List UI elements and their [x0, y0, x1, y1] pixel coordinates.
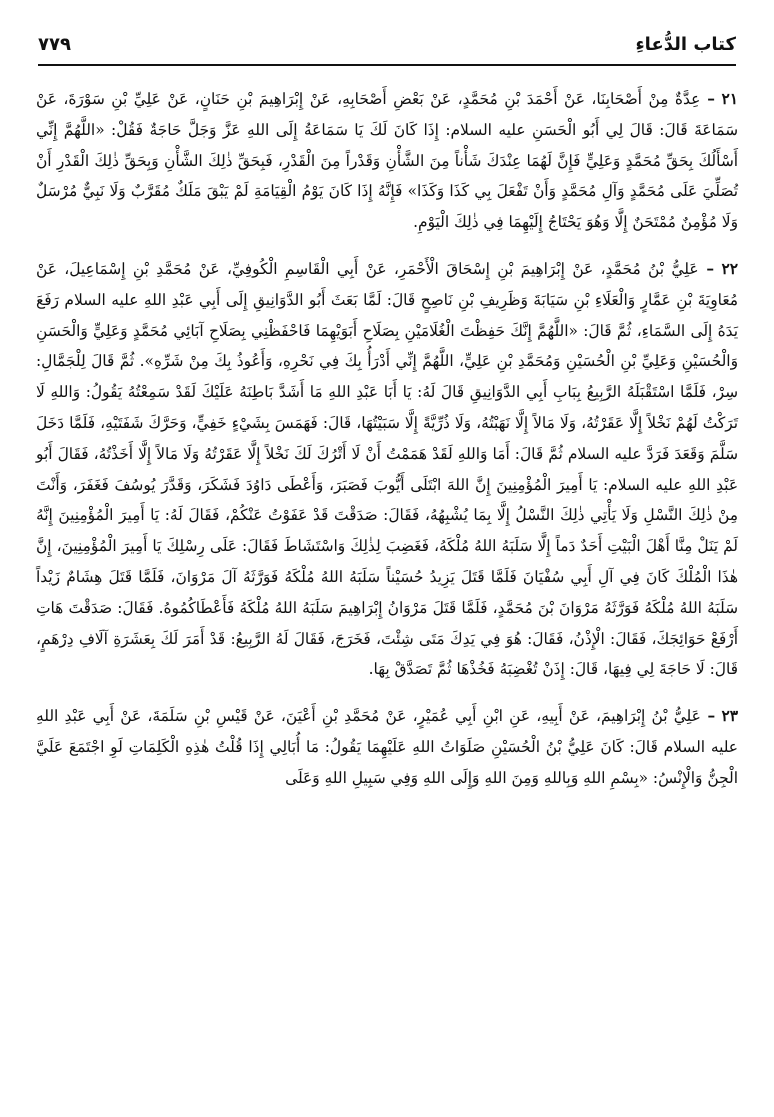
book-title: كتاب الدُّعاءِ [635, 33, 736, 55]
hadith-number: ٢١ [721, 90, 738, 108]
hadith-paragraph-22: ٢٢ – عَلِيُّ بْنُ مُحَمَّدٍ، عَنْ إِبْرَاهِيمَ بْنِ إِسْحَاقَ الْأَحْمَرِ، عَنْ أَبِي الْقَاسِمِ الْكُوفِيِّ، عَنْ مُحَمَّدِ بْنِ إِسْمَاعِيلَ، عَنْ مُعَاوِيَةَ بْنِ عَمَّارٍ وَالْعَلَاءِ بْنِ سَيَابَةَ وَظَرِيفِ بْنِ نَاصِحٍ قَالَ: لَمَّا بَعَثَ أَبُو الدَّوَانِيقِ إِلَى أَبِي عَبْدِ اللهِ عليه السلام رَفَعَ يَدَهُ إِلَى السَّمَاءِ، ثُمَّ قَالَ: «اللَّهُمَّ إِنَّكَ حَفِظْتَ الْغُلَامَيْنِ بِصَلَاحِ أَبَوَيْهِمَا فَاحْفَظْنِي بِصَلَاحِ آبَائِي مُحَمَّدٍ وَعَلِيٍّ وَالْحَسَنِ وَالْحُسَيْنِ وَعَلِيِّ بْنِ الْحُسَيْنِ وَمُحَمَّدِ بْنِ عَلِيٍّ، اللَّهُمَّ إِنِّي أَدْرَأُ بِكَ فِي نَحْرِهِ، وَأَعُوذُ بِكَ مِنْ شَرِّهِ». ثُمَّ قَالَ لِلْجَمَّالِ: سِرْ، فَلَمَّا اسْتَقْبَلَهُ الرَّبِيعُ بِبَابِ أَبِي الدَّوَانِيقِ قَالَ لَهُ: يَا أَبَا عَبْدِ اللهِ مَا أَشَدَّ بَاطِنَهُ عَلَيْكَ لَقَدْ سَمِعْتُهُ يَقُولُ: وَاللهِ لَا تَرَكْتُ لَهُمْ نَخْلاً إِلَّا عَقَرْتُهُ، وَلَا مَالاً إِلَّا نَهَبْتُهُ، وَلَا ذُرِّيَّةً إِلَّا سَبَيْتُهَا، قَالَ: فَهَمَسَ بِشَيْءٍ خَفِيٍّ، وَحَرَّكَ شَفَتَيْهِ، فَلَمَّا دَخَلَ سَلَّمَ وَقَعَدَ فَرَدَّ عليه السلام ثُمَّ قَالَ: أَمَا وَاللهِ لَقَدْ هَمَمْتُ أَنْ لَا أَتْرُكَ لَكَ نَخْلاً إِلَّا عَقَرْتُهُ وَلَا مَالاً إِلَّا أَخَذْتُهُ، فَقَالَ أَبُو عَبْدِ اللهِ عليه السلام: يَا أَمِيرَ الْمُؤْمِنِينَ إِنَّ اللهَ ابْتَلَى أَيُّوبَ فَصَبَرَ، وَأَعْطَى دَاوُدَ فَشَكَرَ، وَقَدَّرَ يُوسُفَ فَغَفَرَ، وَأَنْتَ مِنْ ذٰلِكَ النَّسْلِ وَلَا يَأْتِي ذٰلِكَ النَّسْلُ إِلَّا بِمَا يُشْبِهُهُ، فَقَالَ: صَدَقْتَ قَدْ عَفَوْتُ عَنْكُمْ، فَقَالَ لَهُ: يَا أَمِيرَ الْمُؤْمِنِينَ إِنَّهُ لَمْ يَنَلْ مِنَّا أَهْلَ الْبَيْتِ أَحَدٌ دَماً إِلَّا سَلَبَهُ اللهُ مُلْكَهُ، فَغَضِبَ لِذٰلِكَ وَاسْتَشَاطَ فَقَالَ: عَلَى رِسْلِكَ يَا أَمِيرَ الْمُؤْمِنِينَ، إِنَّ هٰذَا الْمُلْكَ كَانَ فِي آلِ أَبِي سُفْيَانَ فَلَمَّا قَتَلَ يَزِيدُ حُسَيْناً سَلَبَهُ اللهُ مُلْكَهُ فَوَرَّثَهُ آلَ مَرْوَانَ، فَلَمَّا قَتَلَ هِشَامٌ زَيْداً سَلَبَهُ اللهُ مُلْكَهُ فَوَرَّثَهُ مَرْوَانَ بْنَ مُحَمَّدٍ، فَلَمَّا قَتَلَ مَرْوَانُ إِبْرَاهِيمَ سَلَبَهُ اللهُ مُلْكَهُ فَأَعْطَاكُمُوهُ. فَقَالَ: صَدَقْتَ هَاتِ أَرْفَعْ حَوَائِجَكَ، فَقَالَ: الْإِذْنُ، فَقَالَ: هُوَ فِي يَدِكَ مَتَى شِئْتَ، فَخَرَجَ، فَقَالَ لَهُ الرَّبِيعُ: قَدْ أَمَرَ لَكَ بِعَشَرَةِ آلَافِ دِرْهَمٍ، قَالَ: لَا حَاجَةَ لِي فِيهَا، قَالَ: إِذَنْ تُغْضِبَهُ فَخُذْهَا ثُمَّ تَصَدَّقْ بِهَا. [36, 259, 738, 679]
page-number: ٧٧٩ [38, 33, 71, 55]
hadith-number: ٢٢ [721, 259, 738, 278]
hadith-text: عِدَّةٌ مِنْ أَصْحَابِنَا، عَنْ أَحْمَدَ بْنِ مُحَمَّدٍ، عَنْ بَعْضِ أَصْحَابِهِ، عَنْ إِبْرَاهِيمَ بْنِ حَنَانٍ، عَنْ عَلِيِّ بْنِ سَوْرَةَ، عَنْ سَمَاعَةَ قَالَ: قَالَ لِي أَبُو الْحَسَنِ عليه السلام: إِذَا كَانَ لَكَ يَا سَمَاعَةُ إِلَى اللهِ عَزَّ وَجَلَّ حَاجَةٌ فَقُلْ: «اللَّهُمَّ إِنِّي أَسْأَلُكَ بِحَقِّ مُحَمَّدٍ وَعَلِيٍّ فَإِنَّ لَهُمَا عِنْدَكَ شَأْناً مِنَ الشَّأْنِ وَقَدْراً مِنَ الْقَدْرِ، فَبِحَقِّ ذٰلِكَ الشَّأْنِ وَبِحَقِّ ذٰلِكَ الْقَدْرِ أَنْ تُصَلِّيَ عَلَى مُحَمَّدٍ وَآلِ مُحَمَّدٍ وَأَنْ تَفْعَلَ بِي كَذَا وَكَذَا» فَإِنَّهُ إِذَا كَانَ يَوْمُ الْقِيَامَةِ لَمْ يَبْقَ مَلَكٌ مُقَرَّبٌ وَلَا نَبِيٌّ مُرْسَلٌ وَلَا مُؤْمِنٌ مُمْتَحَنٌ إِلَّا وَهُوَ يَحْتَاجُ إِلَيْهِمَا فِي ذٰلِكَ الْيَوْمِ. [36, 90, 738, 232]
hadith-text: عَلِيُّ بْنُ مُحَمَّدٍ، عَنْ إِبْرَاهِيمَ بْنِ إِسْحَاقَ الْأَحْمَرِ، عَنْ أَبِي الْقَاسِمِ الْكُوفِيِّ، عَنْ مُحَمَّدِ بْنِ إِسْمَاعِيلَ، عَنْ مُعَاوِيَةَ بْنِ عَمَّارٍ وَالْعَلَاءِ بْنِ سَيَابَةَ وَظَرِيفِ بْنِ نَاصِحٍ قَالَ: لَمَّا بَعَثَ أَبُو الدَّوَانِيقِ إِلَى أَبِي عَبْدِ اللهِ عليه السلام رَفَعَ يَدَهُ إِلَى السَّمَاءِ، ثُمَّ قَالَ: «اللَّهُمَّ إِنَّكَ حَفِظْتَ الْغُلَامَيْنِ بِصَلَاحِ أَبَوَيْهِمَا فَاحْفَظْنِي بِصَلَاحِ آبَائِي مُحَمَّدٍ وَعَلِيٍّ وَالْحَسَنِ وَالْحُسَيْنِ وَعَلِيِّ بْنِ الْحُسَيْنِ وَمُحَمَّدِ بْنِ عَلِيٍّ، اللَّهُمَّ إِنِّي أَدْرَأُ بِكَ فِي نَحْرِهِ، وَأَعُوذُ بِكَ مِنْ شَرِّهِ». ثُمَّ قَالَ لِلْجَمَّالِ: سِرْ، فَلَمَّا اسْتَقْبَلَهُ الرَّبِيعُ بِبَابِ أَبِي الدَّوَانِيقِ قَالَ لَهُ: يَا أَبَا عَبْدِ اللهِ مَا أَشَدَّ بَاطِنَهُ عَلَيْكَ لَقَدْ سَمِعْتُهُ يَقُولُ: وَاللهِ لَا تَرَكْتُ لَهُمْ نَخْلاً إِلَّا عَقَرْتُهُ، وَلَا مَالاً إِلَّا نَهَبْتُهُ، وَلَا ذُرِّيَّةً إِلَّا سَبَيْتُهَا، قَالَ: فَهَمَسَ بِشَيْءٍ خَفِيٍّ، وَحَرَّكَ شَفَتَيْهِ، فَلَمَّا دَخَلَ سَلَّمَ وَقَعَدَ فَرَدَّ عليه السلام ثُمَّ قَالَ: أَمَا وَاللهِ لَقَدْ هَمَمْتُ أَنْ لَا أَتْرُكَ لَكَ نَخْلاً إِلَّا عَقَرْتُهُ وَلَا مَالاً إِلَّا أَخَذْتُهُ، فَقَالَ أَبُو عَبْدِ اللهِ عليه السلام: يَا أَمِيرَ الْمُؤْمِنِينَ إِنَّ اللهَ ابْتَلَى أَيُّوبَ فَصَبَرَ، وَأَعْطَى دَاوُدَ فَشَكَرَ، وَقَدَّرَ يُوسُفَ فَغَفَرَ، وَأَنْتَ مِنْ ذٰلِكَ النَّسْلِ وَلَا يَأْتِي ذٰلِكَ النَّسْلُ إِلَّا بِمَا يُشْبِهُهُ، فَقَالَ: صَدَقْتَ قَدْ عَفَوْتُ عَنْكُمْ، فَقَالَ لَهُ: يَا أَمِيرَ الْمُؤْمِنِينَ إِنَّهُ لَمْ يَنَلْ مِنَّا أَهْلَ الْبَيْتِ أَحَدٌ دَماً إِلَّا سَلَبَهُ اللهُ مُلْكَهُ، فَغَضِبَ لِذٰلِكَ وَاسْتَشَاطَ فَقَالَ: عَلَى رِسْلِكَ يَا أَمِيرَ الْمُؤْمِنِينَ، إِنَّ هٰذَا الْمُلْكَ كَانَ فِي آلِ أَبِي سُفْيَانَ فَلَمَّا قَتَلَ يَزِيدُ حُسَيْناً سَلَبَهُ اللهُ مُلْكَهُ فَوَرَّثَهُ آلَ مَرْوَانَ، فَلَمَّا قَتَلَ هِشَامٌ زَيْداً سَلَبَهُ اللهُ مُلْكَهُ فَوَرَّثَهُ مَرْوَانَ بْنَ مُحَمَّدٍ، فَلَمَّا قَتَلَ مَرْوَانُ إِبْرَاهِيمَ سَلَبَهُ اللهُ مُلْكَهُ فَأَعْطَاكُمُوهُ. فَقَالَ: صَدَقْتَ هَاتِ أَرْفَعْ حَوَائِجَكَ، فَقَالَ: الْإِذْنُ، فَقَالَ: هُوَ فِي يَدِكَ مَتَى شِئْتَ، فَخَرَجَ، فَقَالَ لَهُ الرَّبِيعُ: قَدْ أَمَرَ لَكَ بِعَشَرَةِ آلَافِ دِرْهَمٍ، قَالَ: لَا حَاجَةَ لِي فِيهَا، قَالَ: إِذَنْ تُغْضِبَهُ فَخُذْهَا ثُمَّ تَصَدَّقْ بِهَا. [36, 259, 738, 679]
hadith-paragraph-23: ٢٣ – عَلِيُّ بْنُ إِبْرَاهِيمَ، عَنْ أَبِيهِ، عَنِ ابْنِ أَبِي عُمَيْرٍ، عَنْ مُحَمَّدِ بْنِ أَعْيَنَ، عَنْ قَيْسِ بْنِ سَلَمَةَ، عَنْ أَبِي عَبْدِ اللهِ عليه السلام قَالَ: كَانَ عَلِيُّ بْنُ الْحُسَيْنِ صَلَوَاتُ اللهِ عَلَيْهِمَا يَقُولُ: مَا أُبَالِي إِذَا قُلْتُ هٰذِهِ الْكَلِمَاتِ لَوِ اجْتَمَعَ عَلَيَّ الْجِنُّ وَالْإِنْسُ: «بِسْمِ اللهِ وَبِاللهِ وَمِنَ اللهِ وَإِلَى اللهِ وَفِي سَبِيلِ اللهِ وَعَلَى [36, 707, 738, 787]
page-body [36, 84, 738, 794]
hadith-paragraph-21: ٢١ – عِدَّةٌ مِنْ أَصْحَابِنَا، عَنْ أَحْمَدَ بْنِ مُحَمَّدٍ، عَنْ بَعْضِ أَصْحَابِهِ، عَنْ إِبْرَاهِيمَ بْنِ حَنَانٍ، عَنْ عَلِيِّ بْنِ سَوْرَةَ، عَنْ سَمَاعَةَ قَالَ: قَالَ لِي أَبُو الْحَسَنِ عليه السلام: إِذَا كَانَ لَكَ يَا سَمَاعَةُ إِلَى اللهِ عَزَّ وَجَلَّ حَاجَةٌ فَقُلْ: «اللَّهُمَّ إِنِّي أَسْأَلُكَ بِحَقِّ مُحَمَّدٍ وَعَلِيٍّ فَإِنَّ لَهُمَا عِنْدَكَ شَأْناً مِنَ الشَّأْنِ وَقَدْراً مِنَ الْقَدْرِ، فَبِحَقِّ ذٰلِكَ الشَّأْنِ وَبِحَقِّ ذٰلِكَ الْقَدْرِ أَنْ تُصَلِّيَ عَلَى مُحَمَّدٍ وَآلِ مُحَمَّدٍ وَأَنْ تَفْعَلَ بِي كَذَا وَكَذَا» فَإِنَّهُ إِذَا كَانَ يَوْمُ الْقِيَامَةِ لَمْ يَبْقَ مَلَكٌ مُقَرَّبٌ وَلَا نَبِيٌّ مُرْسَلٌ وَلَا مُؤْمِنٌ مُمْتَحَنٌ إِلَّا وَهُوَ يَحْتَاجُ إِلَيْهِمَا فِي ذٰلِكَ الْيَوْمِ. [36, 90, 738, 232]
hadith-number: ٢٣ [721, 707, 738, 726]
hadith-text: عَلِيُّ بْنُ إِبْرَاهِيمَ، عَنْ أَبِيهِ، عَنِ ابْنِ أَبِي عُمَيْرٍ، عَنْ مُحَمَّدِ بْنِ أَعْيَنَ، عَنْ قَيْسِ بْنِ سَلَمَةَ، عَنْ أَبِي عَبْدِ اللهِ عليه السلام قَالَ: كَانَ عَلِيُّ بْنُ الْحُسَيْنِ صَلَوَاتُ اللهِ عَلَيْهِمَا يَقُولُ: مَا أُبَالِي إِذَا قُلْتُ هٰذِهِ الْكَلِمَاتِ لَوِ اجْتَمَعَ عَلَيَّ الْجِنُّ وَالْإِنْسُ: «بِسْمِ اللهِ وَبِاللهِ وَمِنَ اللهِ وَإِلَى اللهِ وَفِي سَبِيلِ اللهِ وَعَلَى [36, 707, 738, 787]
page-header [38, 26, 736, 62]
header-divider [38, 64, 736, 66]
